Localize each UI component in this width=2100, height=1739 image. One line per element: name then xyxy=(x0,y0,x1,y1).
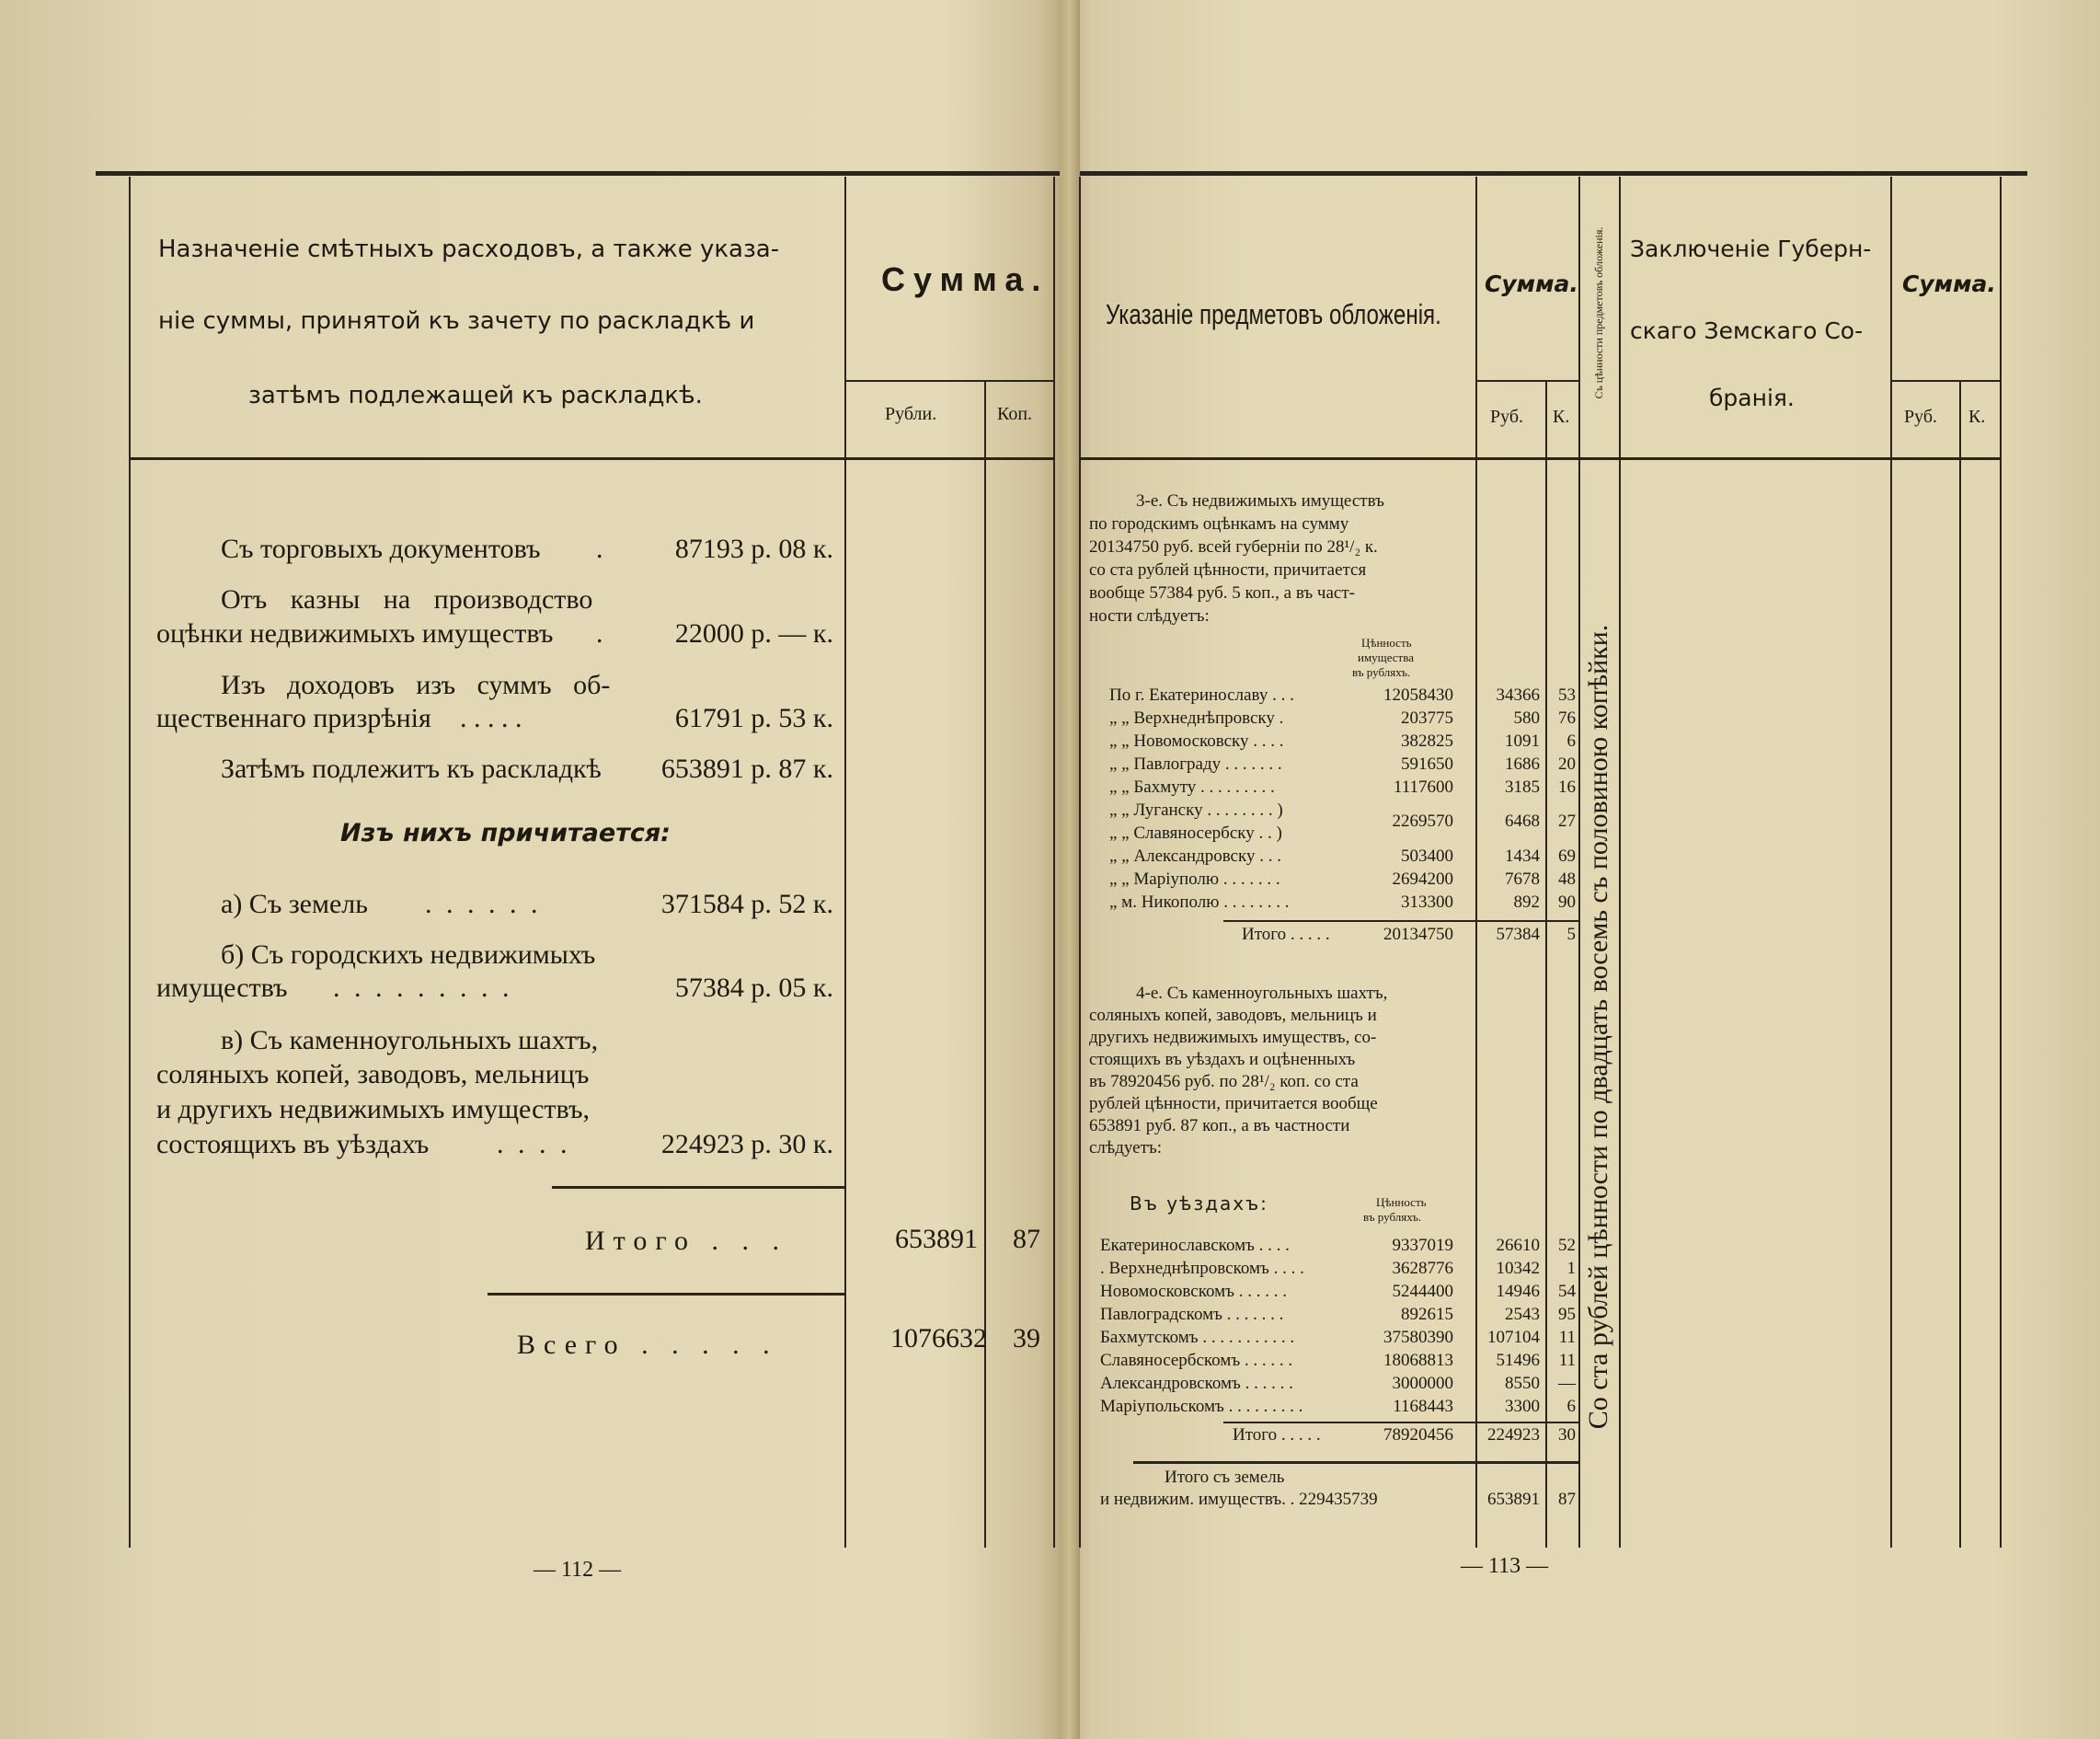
right-header-conclusion2: скаго Земскаго Со- xyxy=(1630,317,1864,344)
value-head-2a: Цѣнность xyxy=(1376,1195,1427,1209)
value-head-1c: въ рубляхъ. xyxy=(1352,665,1411,679)
right-header-k2: К. xyxy=(1968,407,1986,427)
left-sum-divider xyxy=(844,380,1053,382)
uezd-heading: Въ уѣздахъ: xyxy=(1130,1192,1268,1215)
grand-rule xyxy=(1133,1461,1578,1464)
p3-line: 3-е. Съ недвижимыхъ имуществъ xyxy=(1136,491,1384,511)
grand-rub: 653891 xyxy=(1487,1490,1540,1509)
right-header-rub2: Руб. xyxy=(1904,407,1938,427)
entry-mines-line1: в) Съ каменноугольныхъ шахтъ, xyxy=(221,1025,599,1055)
entry-trade-label: Съ торговыхъ документовъ xyxy=(221,534,541,564)
right-header-rate: Съ цѣнности предметовъ обложенія. xyxy=(1592,226,1605,399)
uezd-name: Бахмутскомъ . . . . . . . . . . . xyxy=(1100,1328,1295,1347)
left-header-line2: ніе суммы, принятой къ зачету по раскладкѣ и xyxy=(158,307,755,335)
p3-line: ности слѣдуетъ: xyxy=(1089,606,1210,626)
uezd-name: Павлоградскомъ . . . . . . . xyxy=(1100,1305,1284,1324)
town-kop: 6 xyxy=(1566,731,1576,751)
p4-line: другихъ недвижимыхъ имуществъ, со- xyxy=(1089,1028,1377,1047)
value-head-1a: Цѣнность xyxy=(1361,636,1412,650)
entry-charity-amount: 61791 р. 53 к. xyxy=(674,703,833,733)
right-header-bottom xyxy=(1079,457,2000,460)
town-rub: 580 xyxy=(1513,708,1540,728)
uezd-name: Маріупольскомъ . . . . . . . . . xyxy=(1100,1397,1303,1416)
town-name: „ „ Новомосковску . . . . xyxy=(1109,731,1284,751)
entry-treasury-line1: Отъ казны на производство xyxy=(221,584,593,615)
left-itogo-kop: 87 xyxy=(1013,1224,1040,1254)
left-col-kop xyxy=(984,382,986,1548)
p4-line: 653891 руб. 87 коп., а въ частности xyxy=(1089,1116,1350,1135)
right-sum-divider xyxy=(1475,380,1578,382)
entry-trade-dots: . xyxy=(596,534,603,564)
value-head-1b: имущества xyxy=(1358,651,1414,664)
entry-apportion-label: Затѣмъ подлежитъ къ раскладкѣ xyxy=(221,754,602,784)
left-header-line1: Назначеніе смѣтныхъ расходовъ, а также указа- xyxy=(158,236,780,263)
left-vsego-rub: 1076632 xyxy=(890,1323,987,1353)
uezd-kop: 11 xyxy=(1558,1328,1576,1347)
left-header-bottom xyxy=(129,457,1053,460)
entry-mines-dots: . . . . xyxy=(497,1129,571,1159)
uezd-value: 3628776 xyxy=(1392,1259,1453,1278)
right-frame-right xyxy=(2000,177,2002,1548)
town-kop: 27 xyxy=(1558,812,1576,831)
town-rub: 1091 xyxy=(1505,731,1540,751)
town-value: 1117600 xyxy=(1393,777,1453,797)
entry-charity-line2: щественнаго призрѣнія xyxy=(156,703,431,733)
left-col-sum xyxy=(844,177,846,1548)
grand-line1: Итого съ земель xyxy=(1165,1468,1285,1487)
entry-trade-amount: 87193 р. 08 к. xyxy=(674,534,833,564)
town-rub: 892 xyxy=(1513,893,1540,912)
p4-line: стоящихъ въ уѣздахъ и оцѣненныхъ xyxy=(1089,1050,1356,1069)
p4-line: рублей цѣнности, причитается вообще xyxy=(1089,1094,1378,1113)
town-value: 313300 xyxy=(1401,893,1453,912)
right-col-rate xyxy=(1578,177,1580,1548)
towns-rule xyxy=(1223,920,1578,922)
entry-treasury-line2: оцѣнки недвижимыхъ имуществъ xyxy=(156,618,554,649)
town-value: 503400 xyxy=(1401,846,1453,866)
entry-charity-line1: Изъ доходовъ изъ суммъ об- xyxy=(221,670,611,700)
entry-urban-line1: б) Съ городскихъ недвижимыхъ xyxy=(221,939,596,970)
binding-gutter xyxy=(1060,0,1080,1739)
uezd-kop: 11 xyxy=(1558,1351,1576,1370)
uezd-value: 9337019 xyxy=(1392,1236,1453,1255)
town-value: 203775 xyxy=(1401,708,1453,728)
left-page-number: — 112 — xyxy=(534,1558,622,1582)
rate-vertical-text: Со ста рублей цѣнности по двадцать восемь съ половиною копѣйки. xyxy=(1583,624,1613,1430)
p3-line: со ста рублей цѣнности, причитается xyxy=(1089,560,1367,580)
entry-urban-amount: 57384 р. 05 к. xyxy=(674,973,833,1003)
right-header-conclusion1: Заключеніе Губерн- xyxy=(1630,236,1872,262)
uezd-kop: 95 xyxy=(1558,1305,1576,1324)
entry-lands-dots: . . . . . . xyxy=(425,889,542,919)
right-header-subjects: Указаніе предметовъ обложенія. xyxy=(1106,298,1441,330)
uezds-rule xyxy=(1223,1422,1578,1423)
uezds-total-kop: 30 xyxy=(1558,1425,1576,1445)
town-name: „ „ Бахмуту . . . . . . . . . xyxy=(1109,777,1275,797)
entry-treasury-amount: 22000 р. — к. xyxy=(674,618,833,649)
uezd-rub: 2543 xyxy=(1505,1305,1540,1324)
left-itogo-label: Итого . . . xyxy=(585,1226,787,1256)
right-header-sum: Сумма. xyxy=(1485,271,1578,297)
entry-mines-line4: состоящихъ въ уѣздахъ xyxy=(156,1129,430,1159)
town-value: 382825 xyxy=(1401,731,1453,751)
town-rub: 34366 xyxy=(1496,685,1540,705)
right-sum2-divider xyxy=(1890,380,2000,382)
uezd-rub: 3300 xyxy=(1505,1397,1540,1416)
uezd-kop: 6 xyxy=(1566,1397,1576,1416)
uezd-value: 5244400 xyxy=(1392,1282,1453,1301)
uezds-total-value: 78920456 xyxy=(1383,1425,1453,1445)
uezd-value: 37580390 xyxy=(1383,1328,1453,1347)
subhead-from-them: Изъ нихъ причитается: xyxy=(340,819,671,847)
town-kop: 48 xyxy=(1558,870,1576,889)
entry-urban-dots: . . . . . . . . . xyxy=(333,973,513,1003)
towns-total-value: 20134750 xyxy=(1383,925,1453,944)
grand-line2: и недвижим. имуществъ. . 229435739 xyxy=(1100,1490,1378,1509)
left-itogo-rub: 653891 xyxy=(895,1224,978,1254)
town-rub: 1686 xyxy=(1505,754,1540,774)
town-name: „ „ Александровску . . . xyxy=(1109,846,1281,866)
uezd-name: Славяносербскомъ . . . . . . xyxy=(1100,1351,1293,1370)
town-value: 591650 xyxy=(1401,754,1453,774)
uezd-name: Новомосковскомъ . . . . . . xyxy=(1100,1282,1287,1301)
right-header-conclusion3: бранія. xyxy=(1709,385,1795,411)
town-rub: 7678 xyxy=(1505,870,1540,889)
left-header-sum: Сумма. xyxy=(881,260,1050,298)
entry-apportion-amount: 653891 р. 87 к. xyxy=(660,754,833,784)
uezd-value: 18068813 xyxy=(1383,1351,1453,1370)
entry-mines-line3: и другихъ недвижимыхъ имуществъ, xyxy=(156,1094,590,1124)
town-value: 2694200 xyxy=(1392,870,1453,889)
p3-line: по городскимъ оцѣнкамъ на сумму xyxy=(1089,514,1349,534)
town-rub: 1434 xyxy=(1505,846,1540,866)
uezd-kop: 54 xyxy=(1558,1282,1576,1301)
vsego-rule xyxy=(488,1293,844,1296)
left-frame-right xyxy=(1053,177,1055,1548)
grand-kop: 87 xyxy=(1558,1490,1576,1509)
town-name: „ „ Верхнеднѣпровску . xyxy=(1109,708,1284,728)
town-value: 12058430 xyxy=(1383,685,1453,705)
uezd-kop: 1 xyxy=(1566,1259,1576,1278)
right-col-rate-end xyxy=(1619,177,1621,1548)
right-col-k xyxy=(1545,382,1547,1548)
town-name: „ м. Никополю . . . . . . . . xyxy=(1109,893,1290,912)
p4-line: слѣдуетъ: xyxy=(1089,1138,1162,1157)
uezd-rub: 10342 xyxy=(1496,1259,1540,1278)
right-page-number: — 113 — xyxy=(1461,1554,1549,1578)
right-col-sum xyxy=(1475,177,1477,1548)
p3-line: вообще 57384 руб. 5 коп., а въ част- xyxy=(1089,583,1355,603)
uezd-kop: 52 xyxy=(1558,1236,1576,1255)
entry-urban-line2: имуществъ xyxy=(156,973,288,1003)
uezd-kop: — xyxy=(1558,1374,1576,1393)
right-header-sum2: Сумма. xyxy=(1902,271,1996,297)
uezd-rub: 107104 xyxy=(1487,1328,1540,1347)
uezd-rub: 26610 xyxy=(1496,1236,1540,1255)
town-rub: 3185 xyxy=(1505,777,1540,797)
uezd-name: Екатеринославскомъ . . . . xyxy=(1100,1236,1290,1255)
town-rub: 6468 xyxy=(1505,812,1540,831)
entry-treasury-dots: . xyxy=(596,618,603,649)
p4-line: 4-е. Съ каменноугольныхъ шахтъ, xyxy=(1136,984,1388,1003)
entry-mines-line2: соляныхъ копей, заводовъ, мельницъ xyxy=(156,1059,590,1089)
entry-lands-amount: 371584 р. 52 к. xyxy=(660,889,833,919)
itogo-rule xyxy=(552,1186,844,1189)
towns-total-rub: 57384 xyxy=(1496,925,1540,944)
uezd-value: 1168443 xyxy=(1393,1397,1453,1416)
uezd-name: Александровскомъ . . . . . . xyxy=(1100,1374,1293,1393)
town-kop: 90 xyxy=(1558,893,1576,912)
town-name: „ „ Славяносербску . . ) xyxy=(1109,823,1282,843)
town-kop: 76 xyxy=(1558,708,1576,728)
left-vsego-kop: 39 xyxy=(1013,1323,1040,1353)
right-col-k2 xyxy=(1959,382,1961,1548)
right-header-k: К. xyxy=(1553,407,1570,427)
p4-line: въ 78920456 руб. по 28¹/₂ коп. со ста xyxy=(1089,1072,1359,1091)
town-name: „ „ Маріуполю . . . . . . . xyxy=(1109,870,1280,889)
town-kop: 20 xyxy=(1558,754,1576,774)
town-name: „ „ Луганску . . . . . . . . ) xyxy=(1109,800,1283,820)
left-header-kop: Коп. xyxy=(997,404,1033,424)
entry-charity-dots: . . . . . xyxy=(460,703,522,733)
left-frame-left xyxy=(129,177,131,1548)
uezds-total-label: Итого . . . . . xyxy=(1233,1425,1321,1445)
entry-mines-amount: 224923 р. 30 к. xyxy=(660,1129,833,1159)
entry-lands-label: а) Съ земель xyxy=(221,889,368,919)
town-kop: 69 xyxy=(1558,846,1576,866)
left-header-rub: Рубли. xyxy=(885,404,937,424)
right-header-rub: Руб. xyxy=(1490,407,1524,427)
p4-line: соляныхъ копей, заводовъ, мельницъ и xyxy=(1089,1006,1377,1025)
towns-total-label: Итого . . . . . xyxy=(1242,925,1330,944)
uezd-rub: 8550 xyxy=(1505,1374,1540,1393)
town-value: 2269570 xyxy=(1392,812,1453,831)
value-head-2b: въ рубляхъ. xyxy=(1363,1210,1422,1224)
left-vsego-label: Всего . . . . . xyxy=(517,1330,778,1360)
uezd-value: 892615 xyxy=(1401,1305,1453,1324)
uezd-name: . Верхнеднѣпровскомъ . . . . xyxy=(1100,1259,1304,1278)
uezd-rub: 14946 xyxy=(1496,1282,1540,1301)
right-col-sum2 xyxy=(1890,177,1892,1548)
town-name: „ „ Павлограду . . . . . . . xyxy=(1109,754,1282,774)
towns-total-kop: 5 xyxy=(1566,925,1576,944)
uezd-value: 3000000 xyxy=(1392,1374,1453,1393)
town-name: По г. Екатеринославу . . . xyxy=(1109,685,1294,705)
town-kop: 53 xyxy=(1558,685,1576,705)
uezd-rub: 51496 xyxy=(1496,1351,1540,1370)
town-kop: 16 xyxy=(1558,777,1576,797)
p3-line: 20134750 руб. всей губерніи по 28¹/₂ к. xyxy=(1089,537,1378,557)
uezds-total-rub: 224923 xyxy=(1487,1425,1540,1445)
left-header-line3: затѣмъ подлежащей къ раскладкѣ. xyxy=(248,382,703,409)
right-frame-left xyxy=(1079,177,1081,1548)
